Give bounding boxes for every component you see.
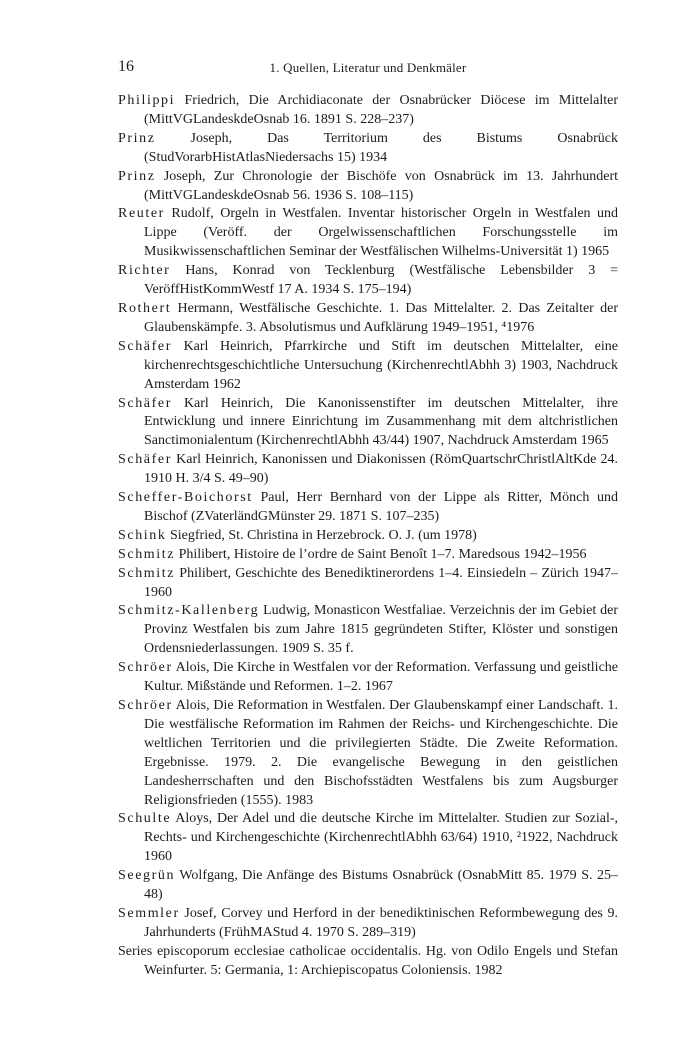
entry-text: Josef, Corvey und Herford in der benediktinischen Reformbewegung des 9. Jahrhunderts (FrühMAStud 4. 1970 S. 289–319) [144, 905, 618, 940]
entry-text: Karl Heinrich, Die Kanonissenstifter im deutschen Mittelalter, ihre Entwicklung und innere Einrichtung im Zusammenhang mit dem altchristlichen Sanctimonialentum (KirchenrechtlAbhh 43/44) 1907, Nachdruck Amsterdam 1965 [144, 395, 618, 449]
entry-author: Schäfer [118, 338, 172, 354]
entry-author: Scheffer-Boichorst [118, 490, 253, 506]
bibliography-entry [118, 262, 618, 300]
entry-author: Reuter [118, 206, 165, 222]
entry-author: Schulte [118, 811, 172, 827]
entry-text: Joseph, Das Territorium des Bistums Osnabrück (StudVorarbHistAtlasNiedersachs 15) 1934 [144, 130, 618, 165]
bibliography-entry [118, 205, 618, 262]
entry-text: Aloys, Der Adel und die deutsche Kirche im Mittelalter. Studien zur Sozial-, Rechts- und Kirchengeschichte (KirchenrechtlAbhh 63/64) 1910, ²1922, Nachdruck 1960 [144, 811, 618, 865]
bibliography-list [118, 92, 618, 981]
bibliography-entry [118, 659, 618, 697]
entry-text: Alois, Die Kirche in Westfalen vor der Reformation. Verfassung und geistliche Kultur. Mißstände und Reformen. 1–2. 1967 [144, 660, 618, 695]
entry-text: Wolfgang, Die Anfänge des Bistums Osnabrück (OsnabMitt 85. 1979 S. 25–48) [144, 868, 618, 903]
entry-text: Karl Heinrich, Kanonissen und Diakonissen (RömQuartschrChristlAltKde 24. 1910 H. 3/4 S. 49–90) [144, 452, 618, 487]
entry-author: Semmler [118, 905, 180, 921]
entry-author: Prinz [118, 168, 156, 184]
entry-author: Schäfer [118, 395, 172, 411]
entry-text: Alois, Die Reformation in Westfalen. Der Glaubenskampf einer Landschaft. 1. Die westfälische Reformation im Rahmen der Reichs- und Kirchengeschichte. Die weltlichen Territorien und die privilegierten Städte. Die Zweite Reformation. Ergebnisse. 1979. 2. Die evangelische Bewegung in den geistlichen Landesherrschaften und den Bischofsstädten Westfalens bis zum Augsburger Religionsfrieden (1555). 1983 [144, 698, 618, 808]
entry-text: Joseph, Zur Chronologie der Bischöfe von Osnabrück im 13. Jahrhundert (MittVGLandeskdeOsnab 56. 1936 S. 108–115) [144, 168, 618, 203]
entry-author: Richter [118, 263, 171, 279]
entry-text: Hans, Konrad von Tecklenburg (Westfälische Lebensbilder 3 = VeröffHistKommWestf 17 A. 1934 S. 175–194) [144, 263, 618, 298]
bibliography-entry [118, 546, 618, 565]
entry-text: Rudolf, Orgeln in Westfalen. Inventar historischer Orgeln in Westfalen und Lippe (Veröff. der Orgelwissenschaftlichen Forschungsstelle im Musikwissenschaftlichen Seminar der Westfälischen Wilhelms-Universität 1) 1965 [144, 206, 618, 260]
entry-author: Schäfer [118, 452, 172, 468]
bibliography-entry [118, 697, 618, 810]
entry-author: Schröer [118, 660, 173, 676]
bibliography-entry [118, 565, 618, 603]
bibliography-entry [118, 92, 618, 130]
running-title: 1. Quellen, Literatur und Denkmäler [269, 60, 467, 75]
bibliography-entry [118, 810, 618, 867]
entry-author: Schröer [118, 698, 173, 713]
bibliography-entry [118, 943, 618, 981]
entry-author: Schmitz [118, 565, 176, 581]
entry-author: Seegrün [118, 868, 176, 884]
bibliography-entry [118, 489, 618, 527]
entry-text: Philibert, Histoire de l’ordre de Saint Benoît 1–7. Maredsous 1942–1956 [175, 546, 587, 562]
entry-author: Rothert [118, 300, 172, 316]
bibliography-entry [118, 602, 618, 659]
entry-author: Schink [118, 527, 167, 543]
entry-text: Hermann, Westfälische Geschichte. 1. Das Mittelalter. 2. Das Zeitalter der Glaubenskämpfe. 3. Absolutismus und Aufklärung 1949–1951, ⁴1976 [144, 300, 618, 335]
running-head [118, 58, 618, 82]
bibliography-entry [118, 451, 618, 489]
bibliography-entry [118, 130, 618, 168]
entry-author: Philippi [118, 93, 176, 108]
entry-author: Prinz [118, 130, 156, 146]
bibliography-entry [118, 905, 618, 943]
entry-text: Series episcoporum ecclesiae catholicae occidentalis. Hg. von Odilo Engels und Stefan Weinfurter. 5: Germania, 1: Archiepiscopatus Coloniensis. 1982 [118, 943, 618, 978]
entry-text: Karl Heinrich, Pfarrkirche und Stift im deutschen Mittelalter, eine kirchenrechtsgeschichtliche Untersuchung (KirchenrechtlAbhh 3) 1903, Nachdruck Amsterdam 1962 [144, 338, 618, 392]
entry-text: Paul, Herr Bernhard von der Lippe als Ritter, Mönch und Bischof (ZVaterländGMünster 29. 1871 S. 107–235) [144, 490, 618, 524]
entry-text: Ludwig, Monasticon Westfaliae. Verzeichnis der im Gebiet der Provinz Westfalen bis zum Jahre 1815 gegründeten Stifter, Klöster und sonstigen Ordensniederlassungen. 1909 S. 35 f. [144, 603, 618, 657]
bibliography-entry [118, 395, 618, 452]
bibliography-entry [118, 867, 618, 905]
bibliography-entry [118, 338, 618, 395]
bibliography-entry [118, 168, 618, 206]
bibliography-entry [118, 527, 618, 546]
entry-text: Siegfried, St. Christina in Herzebrock. O. J. (um 1978) [166, 527, 477, 543]
entry-text: Philibert, Geschichte des Benediktinerordens 1–4. Einsiedeln – Zürich 1947–1960 [144, 565, 618, 600]
bibliography-entry [118, 300, 618, 338]
entry-text: Friedrich, Die Archidiaconate der Osnabrücker Diöcese im Mittelalter (MittVGLandeskdeOsnab 16. 1891 S. 228–237) [144, 93, 618, 127]
page-number: 16 [118, 58, 134, 75]
entry-author: Schmitz-Kallenberg [118, 603, 260, 619]
entry-author: Schmitz [118, 546, 176, 562]
